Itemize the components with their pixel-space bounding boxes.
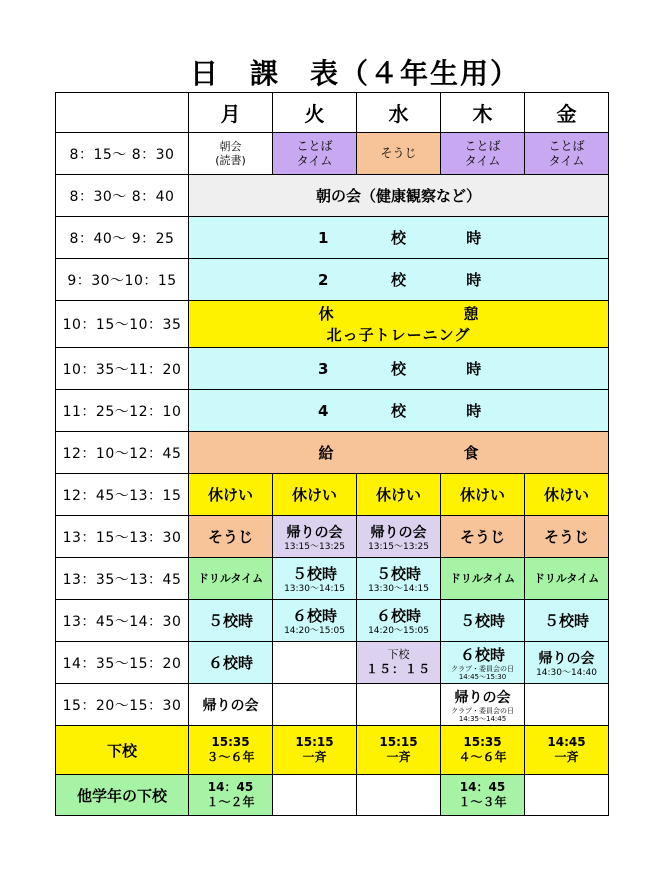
cell-text: 1 [318, 229, 329, 247]
time-cell: 9：30～10：15 [56, 259, 189, 301]
cell-period-5: ５校時 [441, 600, 525, 642]
table-row [56, 642, 609, 684]
dismissal-label: 下校 [56, 726, 189, 775]
cell-text: 食 [463, 444, 479, 462]
table-row [56, 726, 609, 775]
cell-text: 14：45 [459, 780, 506, 794]
table-row [56, 259, 609, 301]
cell-text: タイム [464, 153, 501, 168]
cell-subtext: 13:30～14:15 [368, 584, 429, 594]
cell-break: 休けい [441, 474, 525, 516]
cell-subtext: クラブ・委員会の日 [451, 706, 514, 715]
cell-text: ５校時 [291, 565, 337, 583]
cell-text: 休 [318, 305, 334, 323]
cell-text: ことば [464, 138, 501, 153]
cell-text: 北っ子トレーニング [326, 326, 471, 344]
time-cell: 15：20～15：30 [56, 684, 189, 726]
cell-text: 帰りの会 [286, 524, 343, 541]
table-row [56, 348, 609, 390]
cell-empty [273, 775, 357, 816]
cell-text: ことば [548, 138, 585, 153]
cell-subtext: 14:45～15:30 [458, 673, 507, 681]
cell-period-5 [357, 558, 441, 600]
cell-text: 時 [466, 271, 482, 289]
cell-text: 時 [466, 360, 482, 378]
cell-text: 帰りの会 [538, 650, 595, 667]
cell-period-3 [189, 348, 609, 390]
cell-cleaning: そうじ [441, 516, 525, 558]
cell-empty [525, 775, 609, 816]
table-row [56, 684, 609, 726]
time-cell: 13：15～13：30 [56, 516, 189, 558]
time-cell: 8：15～ 8：30 [56, 133, 189, 175]
cell-text: 校 [390, 229, 406, 247]
table-row [56, 217, 609, 259]
cell-empty [273, 642, 357, 684]
cell-text: ６校時 [459, 646, 505, 664]
cell-period-1 [189, 217, 609, 259]
cell-text: 校 [390, 271, 406, 289]
cell-drill-time: ドリルタイム [525, 558, 609, 600]
cell-dismissal [525, 726, 609, 775]
cell-text: 校 [390, 360, 406, 378]
time-cell: 8：30～ 8：40 [56, 175, 189, 217]
cell-break: 休けい [357, 474, 441, 516]
cell-text: (読書) [215, 153, 246, 167]
cell-empty [357, 775, 441, 816]
cell-homeroom [441, 684, 525, 726]
cell-morning-assembly [189, 133, 273, 175]
cell-lunch [189, 432, 609, 474]
cell-text: 帰りの会 [454, 689, 511, 706]
cell-text: ４～６年 [458, 750, 507, 764]
header-row [56, 93, 609, 133]
cell-text: 朝会 [219, 139, 242, 153]
cell-text: ６校時 [291, 607, 337, 625]
cell-text: １～２年 [206, 795, 255, 809]
cell-homeroom: 帰りの会 [189, 684, 273, 726]
cell-text: ５校時 [375, 565, 421, 583]
cell-subtext: 13:15～13:25 [284, 541, 345, 552]
table-row [56, 133, 609, 175]
cell-break: 休けい [189, 474, 273, 516]
time-cell: 12：45～13：15 [56, 474, 189, 516]
table-row [56, 474, 609, 516]
day-header-thu: 木 [441, 93, 525, 133]
time-cell: 12：10～12：45 [56, 432, 189, 474]
cell-other-dismissal [441, 775, 525, 816]
table-row [56, 390, 609, 432]
cell-homeroom [273, 516, 357, 558]
cell-drill-time: ドリルタイム [441, 558, 525, 600]
cell-text: タイム [296, 153, 333, 168]
cell-period-6 [357, 600, 441, 642]
cell-homeroom [525, 642, 609, 684]
cell-subtext: 14:20～15:05 [284, 626, 345, 636]
cell-cleaning: そうじ [357, 133, 441, 175]
table-row [56, 775, 609, 816]
cell-text: 時 [466, 229, 482, 247]
cell-cleaning: そうじ [525, 516, 609, 558]
cell-period-4 [189, 390, 609, 432]
cell-text: １～３年 [458, 795, 507, 809]
time-cell: 11：25～12：10 [56, 390, 189, 432]
cell-text: 15:15 [295, 735, 334, 749]
day-header-tue: 火 [273, 93, 357, 133]
other-grades-label: 他学年の下校 [56, 775, 189, 816]
cell-text: 一斉 [386, 750, 411, 764]
cell-period-2 [189, 259, 609, 301]
cell-cleaning: そうじ [189, 516, 273, 558]
cell-period-6: ６校時 [189, 642, 273, 684]
cell-kotoba-time [273, 133, 357, 175]
day-header-wed: 水 [357, 93, 441, 133]
cell-period-5: ５校時 [525, 600, 609, 642]
cell-subtext: 14:30～14:40 [536, 667, 597, 678]
cell-subtext: 13:30～14:15 [284, 584, 345, 594]
cell-empty [357, 684, 441, 726]
cell-period-5 [273, 558, 357, 600]
table-row [56, 175, 609, 217]
cell-text: 2 [318, 271, 329, 289]
cell-dismissal [357, 642, 441, 684]
page-title: 日 課 表（４年生用） [190, 57, 521, 90]
table-row [56, 516, 609, 558]
cell-text: 15:35 [463, 735, 502, 749]
cell-subtext: 13:15～13:25 [368, 541, 429, 552]
cell-morning-meeting: 朝の会（健康観察など） [189, 175, 609, 217]
cell-subtext: クラブ・委員会の日 [451, 665, 514, 673]
timetable [55, 92, 609, 816]
cell-text: 14:45 [547, 735, 586, 749]
time-cell: 14：35～15：20 [56, 642, 189, 684]
time-cell: 13：45～14：30 [56, 600, 189, 642]
cell-text: ３～６年 [206, 750, 255, 764]
cell-drill-time: ドリルタイム [189, 558, 273, 600]
time-cell: 10：35～11：20 [56, 348, 189, 390]
cell-text: １５：１５ [365, 662, 431, 676]
cell-text: 帰りの会 [370, 524, 427, 541]
cell-dismissal [189, 726, 273, 775]
cell-text: 3 [318, 360, 329, 378]
cell-text: 時 [466, 402, 482, 420]
cell-break: 休けい [273, 474, 357, 516]
cell-homeroom [357, 516, 441, 558]
time-cell: 10：15～10：35 [56, 301, 189, 348]
cell-line [189, 303, 608, 324]
day-header-mon: 月 [189, 93, 273, 133]
cell-kotoba-time [525, 133, 609, 175]
cell-period-6 [273, 600, 357, 642]
cell-text: 給 [318, 444, 334, 462]
cell-text: 校 [390, 402, 406, 420]
cell-subtext: 14:20～15:05 [368, 626, 429, 636]
cell-dismissal [273, 726, 357, 775]
cell-empty [273, 684, 357, 726]
day-header-fri: 金 [525, 93, 609, 133]
cell-text: 4 [318, 402, 329, 420]
table-row [56, 432, 609, 474]
time-cell: 8：40～ 9：25 [56, 217, 189, 259]
cell-text: 15:15 [379, 735, 418, 749]
cell-text: 一斉 [302, 750, 327, 764]
cell-period-5: ５校時 [189, 600, 273, 642]
corner-cell [56, 93, 189, 133]
cell-text: ６校時 [375, 607, 421, 625]
table-row [56, 558, 609, 600]
cell-text: ことば [296, 138, 333, 153]
time-cell: 13：35～13：45 [56, 558, 189, 600]
cell-dismissal [357, 726, 441, 775]
table-row [56, 600, 609, 642]
cell-text: 14：45 [207, 780, 254, 794]
cell-kotoba-time [441, 133, 525, 175]
cell-break: 休けい [525, 474, 609, 516]
cell-dismissal [441, 726, 525, 775]
cell-text: タイム [548, 153, 585, 168]
cell-text: 憩 [463, 305, 479, 323]
cell-text: 一斉 [554, 750, 579, 764]
cell-text: 下校 [387, 648, 410, 661]
cell-break-training [189, 301, 609, 348]
cell-subtext: 14:35～14:45 [458, 714, 507, 723]
table-row [56, 301, 609, 348]
cell-empty [525, 684, 609, 726]
cell-text: 15:35 [211, 735, 250, 749]
cell-other-dismissal [189, 775, 273, 816]
cell-period-6 [441, 642, 525, 684]
